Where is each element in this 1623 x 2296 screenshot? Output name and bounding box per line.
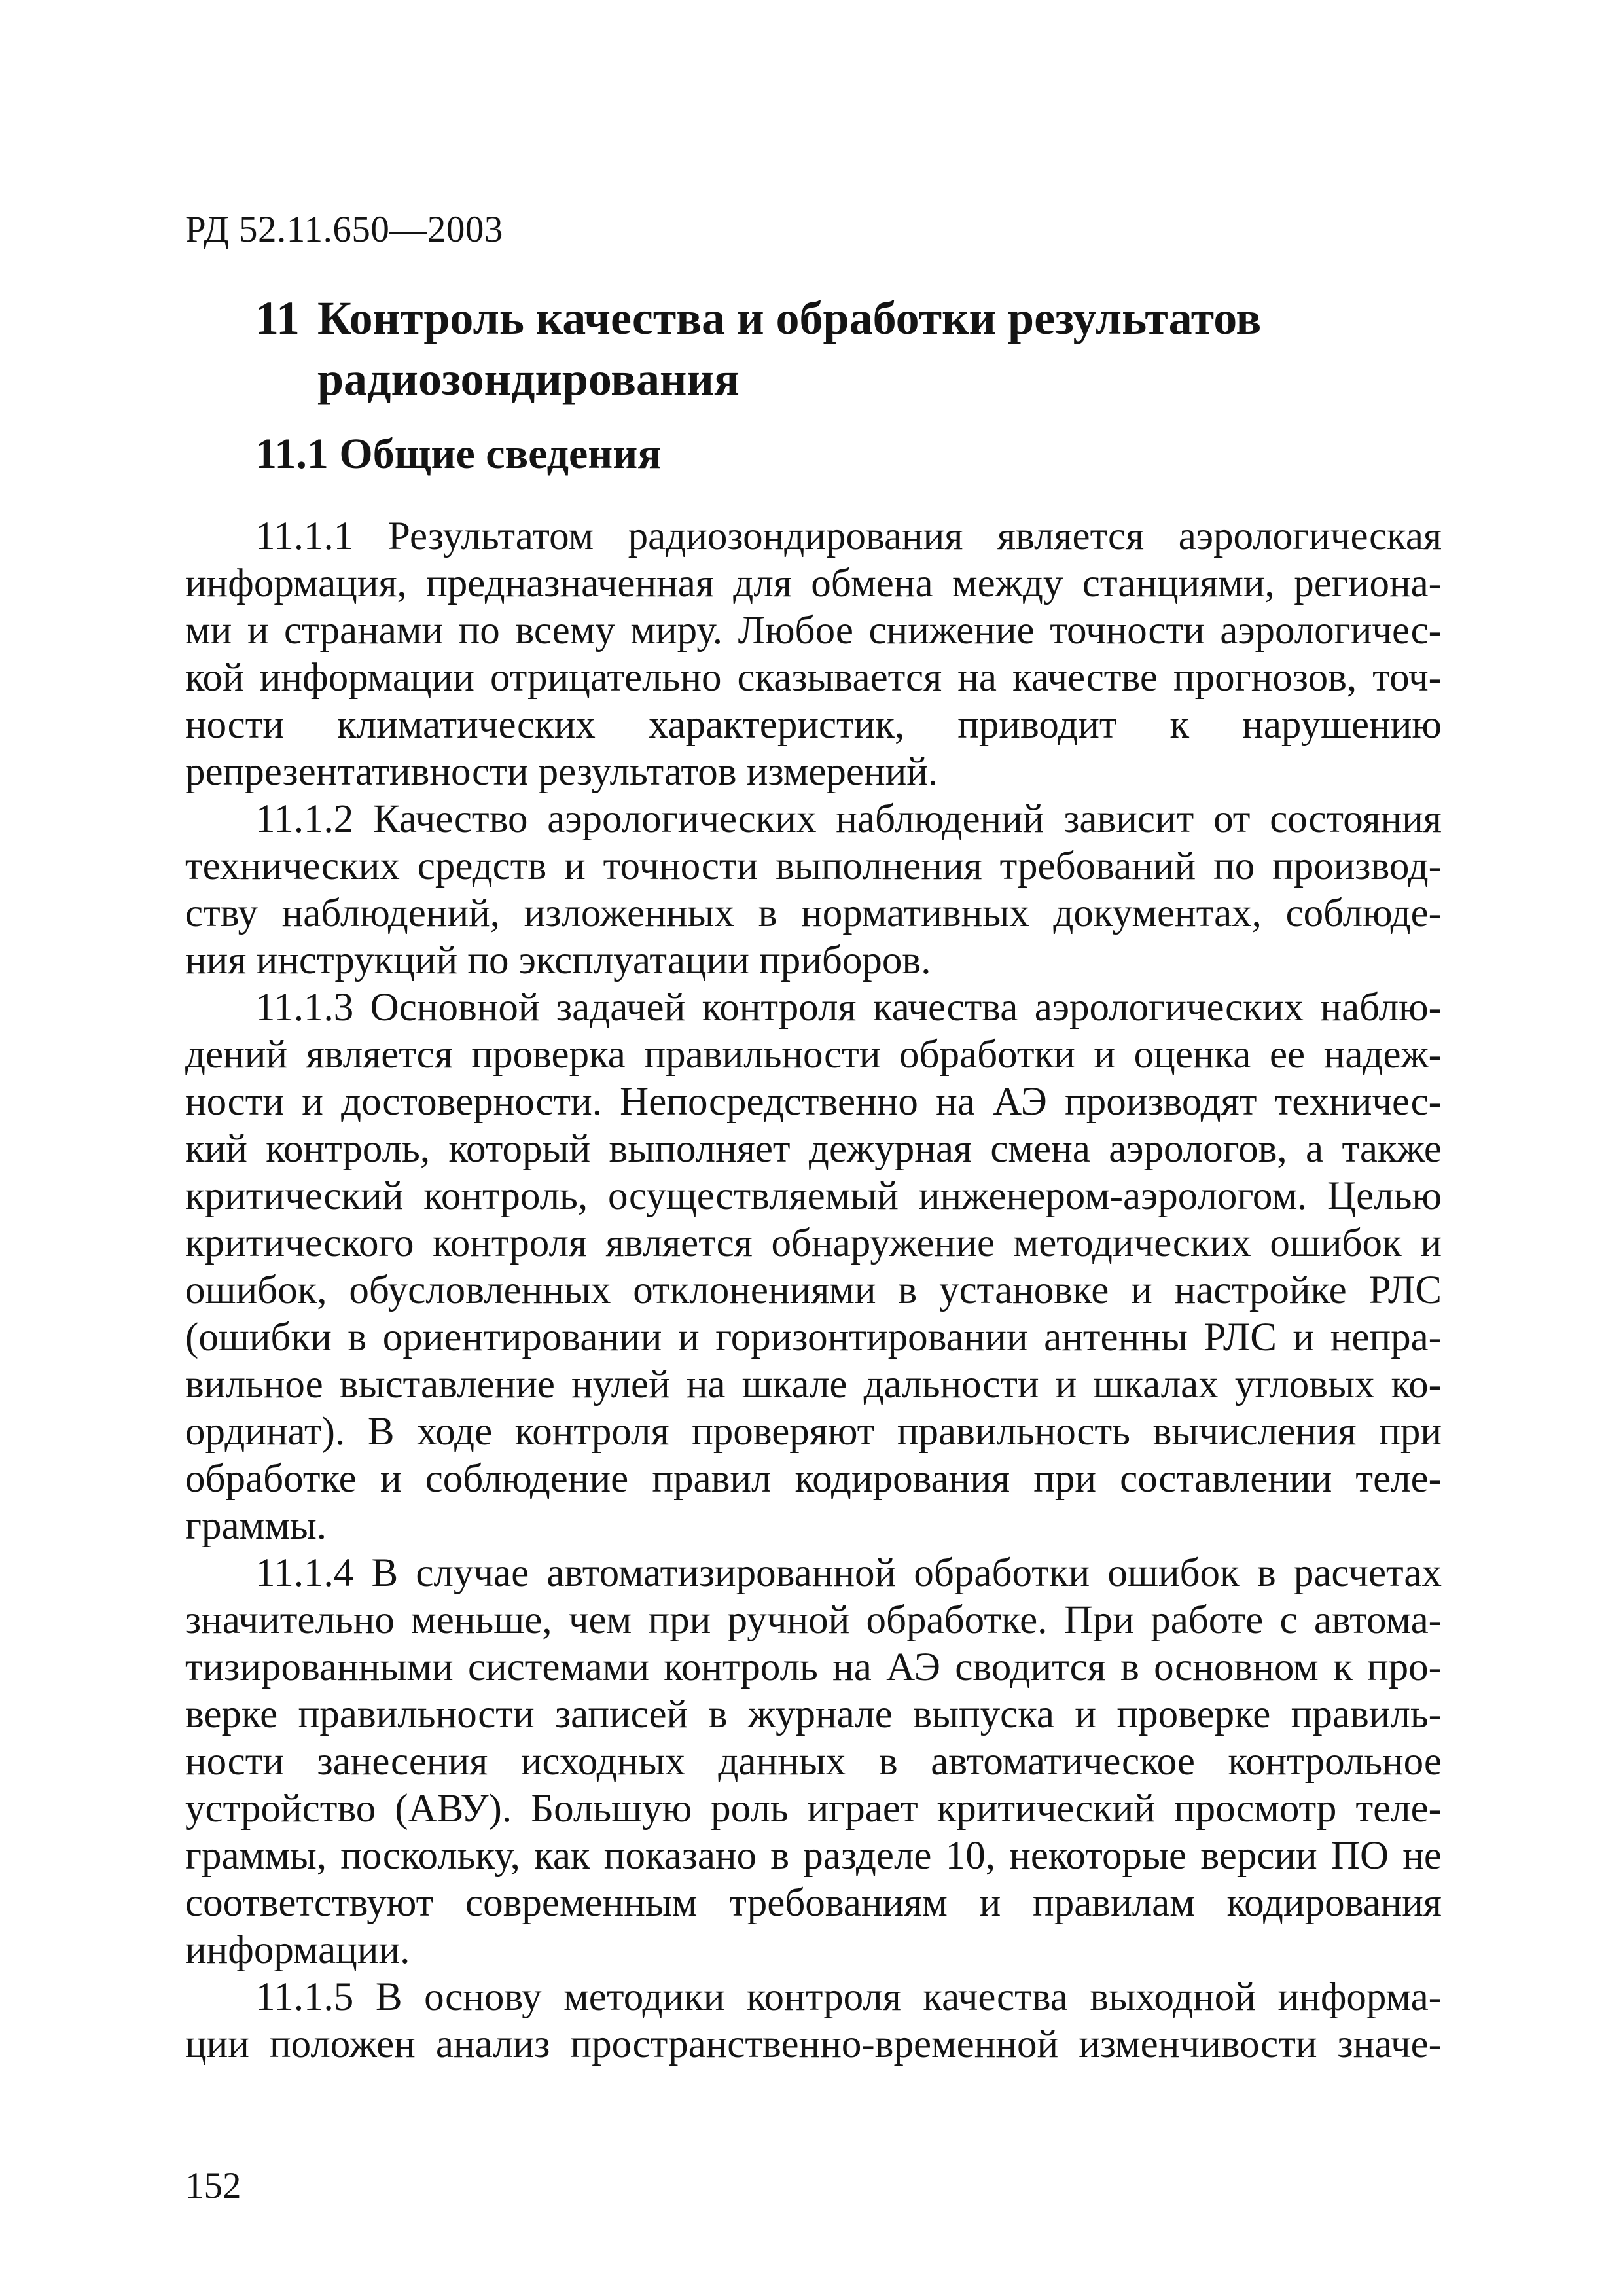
text-line: информации.: [185, 1928, 410, 1972]
paragraph: [185, 1974, 1442, 2068]
paragraph: [185, 513, 1442, 796]
section-heading: [255, 288, 1466, 410]
paragraph: [185, 796, 1442, 984]
section-number: 11: [255, 292, 300, 344]
text-line: (ошибки в ориентировании и горизонтировании антенны РЛС и непра-: [185, 1316, 1442, 1359]
text-line: ности занесения исходных данных в автоматическое контрольное: [185, 1740, 1442, 1784]
running-header: РД 52.11.650—2003: [185, 209, 503, 250]
section-title-line-2: радиозондирования: [317, 353, 740, 405]
text-line: критический контроль, осуществляемый инженером-аэрологом. Целью: [185, 1174, 1442, 1218]
text-line: ми и странами по всему миру. Любое снижение точности аэрологичес-: [185, 609, 1442, 653]
text-line: ошибок, обусловленных отклонениями в установке и настройке РЛС: [185, 1268, 1442, 1312]
text-line: значительно меньше, чем при ручной обработке. При работе с автома-: [185, 1598, 1442, 1642]
text-line: критического контроля является обнаружение методических ошибок и: [185, 1221, 1442, 1265]
text-line: репрезентативности результатов измерений.: [185, 750, 938, 794]
text-line: ции положен анализ пространственно-временной изменчивости значе-: [185, 2022, 1442, 2066]
text-line: кий контроль, который выполняет дежурная смена аэрологов, а также: [185, 1127, 1442, 1171]
text-line: 11.1.3 Основной задачей контроля качества аэрологических наблю-: [255, 986, 1442, 1030]
paragraph: [185, 984, 1442, 1550]
text-line: обработке и соблюдение правил кодирования при составлении теле-: [185, 1457, 1442, 1501]
text-line: соответствуют современным требованиям и правилам кодирования: [185, 1881, 1442, 1925]
text-line: ности и достоверности. Непосредственно на АЭ производят техничес-: [185, 1080, 1442, 1124]
text-line: тизированными системами контроль на АЭ сводится в основном к про-: [185, 1645, 1442, 1689]
body-text: [185, 513, 1442, 2068]
text-line: вильное выставление нулей на шкале дальности и шкалах угловых ко-: [185, 1363, 1442, 1407]
text-line: ности климатических характеристик, приводит к нарушению: [185, 703, 1442, 747]
page-number: 152: [185, 2165, 241, 2206]
section-title-line-1: Контроль качества и обработки результатов: [317, 292, 1262, 344]
text-line: граммы, поскольку, как показано в разделе 10, некоторые версии ПО не: [185, 1834, 1442, 1878]
text-line: 11.1.4 В случае автоматизированной обработки ошибок в расчетах: [255, 1551, 1442, 1595]
text-line: ординат). В ходе контроля проверяют правильность вычисления при: [185, 1410, 1442, 1454]
text-line: дений является проверка правильности обработки и оценка ее надеж-: [185, 1033, 1442, 1077]
text-line: устройство (АВУ). Большую роль играет критический просмотр теле-: [185, 1787, 1442, 1831]
text-line: технических средств и точности выполнения требований по производ-: [185, 844, 1442, 888]
subsection-heading: 11.1 Общие сведения: [255, 430, 662, 478]
text-line: информация, предназначенная для обмена между станциями, региона-: [185, 562, 1442, 605]
text-line: 11.1.1 Результатом радиозондирования является аэрологическая: [255, 514, 1442, 558]
text-line: кой информации отрицательно сказывается на качестве прогнозов, точ-: [185, 656, 1442, 700]
text-line: верке правильности записей в журнале выпуска и проверке правиль-: [185, 1693, 1442, 1736]
text-line: 11.1.2 Качество аэрологических наблюдений зависит от состояния: [255, 797, 1442, 841]
text-line: 11.1.5 В основу методики контроля качества выходной информа-: [255, 1975, 1442, 2019]
paragraph: [185, 1550, 1442, 1974]
text-line: граммы.: [185, 1504, 327, 1548]
text-line: ству наблюдений, изложенных в нормативных документах, соблюде-: [185, 891, 1442, 935]
text-line: ния инструкций по эксплуатации приборов.: [185, 939, 931, 982]
